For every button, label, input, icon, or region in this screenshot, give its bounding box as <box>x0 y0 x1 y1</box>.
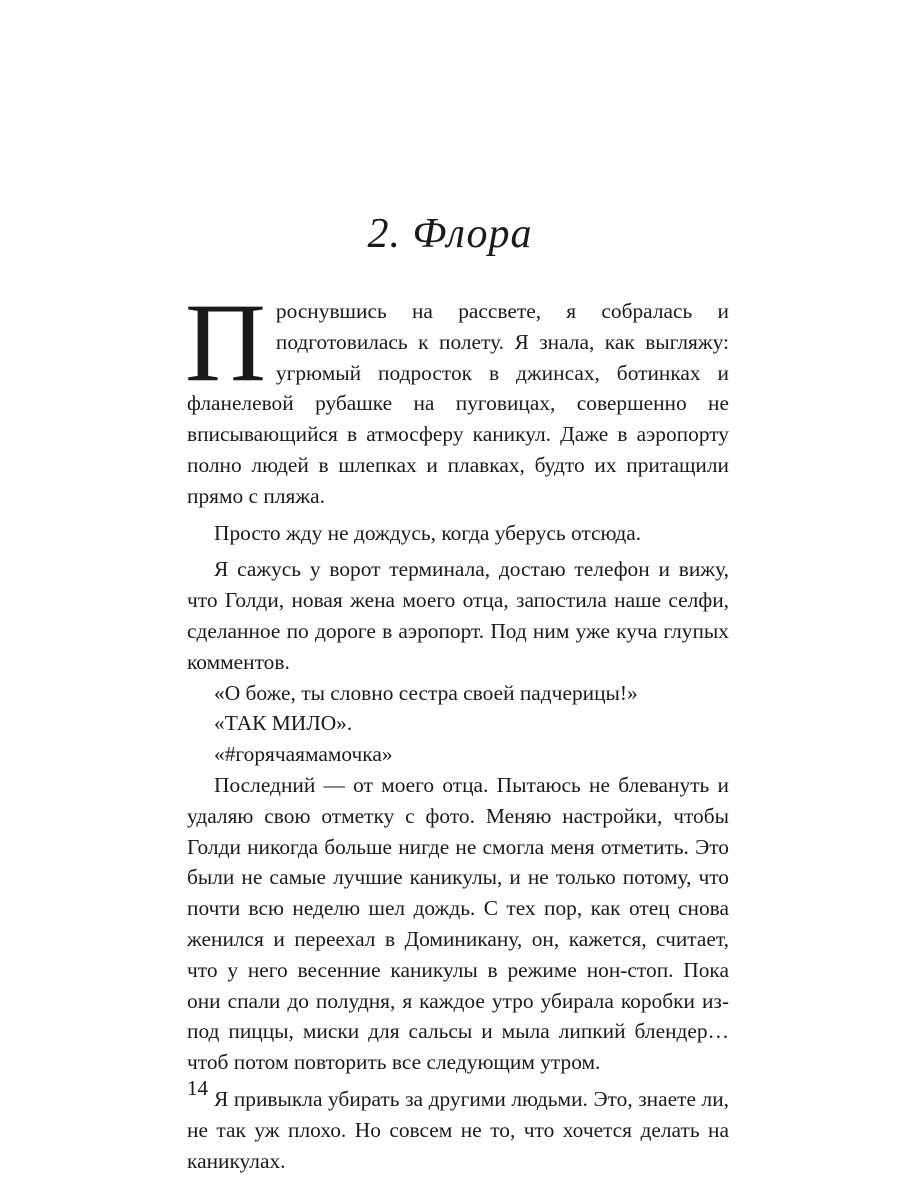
paragraph-8: Я привыкла убирать за другими людьми. Это, знаете ли, не так уж плохо. Но совсем не то, что хочется делать на каникулах. <box>187 1086 729 1173</box>
chapter-title: 2. Флора <box>367 211 533 257</box>
paragraph-4: «О боже, ты словно сестра своей падчерицы!» <box>214 680 638 705</box>
drop-cap: П <box>185 281 266 405</box>
paragraph-7: Последний — от моего отца. Пытаюсь не блевануть и удаляю свою отметку с фото. Меняю настройки, чтобы Голди никогда больше нигде не смогла меня отметить. Это были не самые лучшие каникулы, и не только потому, что почти всю неделю шел дождь. С тех пор, как отец снова женился и переехал в Доминикану, он, кажется, считает, что у него весенние каникулы в режиме нон-стоп. Пока они спали до полудня, я каждое утро убирала коробки из-под пиццы, миски для сальсы и мыла липкий блендер… чтоб потом повторить все следующим утром. <box>187 772 729 1075</box>
paragraph-6: «#горячаямамочка» <box>214 742 393 767</box>
chapter-text <box>185 281 729 1176</box>
paragraph-2: Просто жду не дождусь, когда уберусь отсюда. <box>214 520 642 545</box>
paragraph-3: Я сажусь у ворот терминала, достаю телефон и вижу, что Голди, новая жена моего отца, запостила наше селфи, сделанное по дороге в аэропорт. Под ним уже куча глупых комментов. <box>187 557 729 674</box>
paragraph-1 <box>185 281 729 512</box>
paragraph-1-text: роснувшись на рассвете, я собралась и подготовилась к полету. Я знала, как выгляжу: угрюмый подросток в джинсах, ботинках и фланелевой рубашке на пуговицах, совершенно не вписывающийся в атмосферу каникул. Даже в аэропорту полно людей в шлепках и плавках, будто их притащили прямо с пляжа. <box>187 299 729 508</box>
paragraph-5: «ТАК МИЛО». <box>214 711 353 736</box>
page-number: 14 <box>187 1076 208 1100</box>
